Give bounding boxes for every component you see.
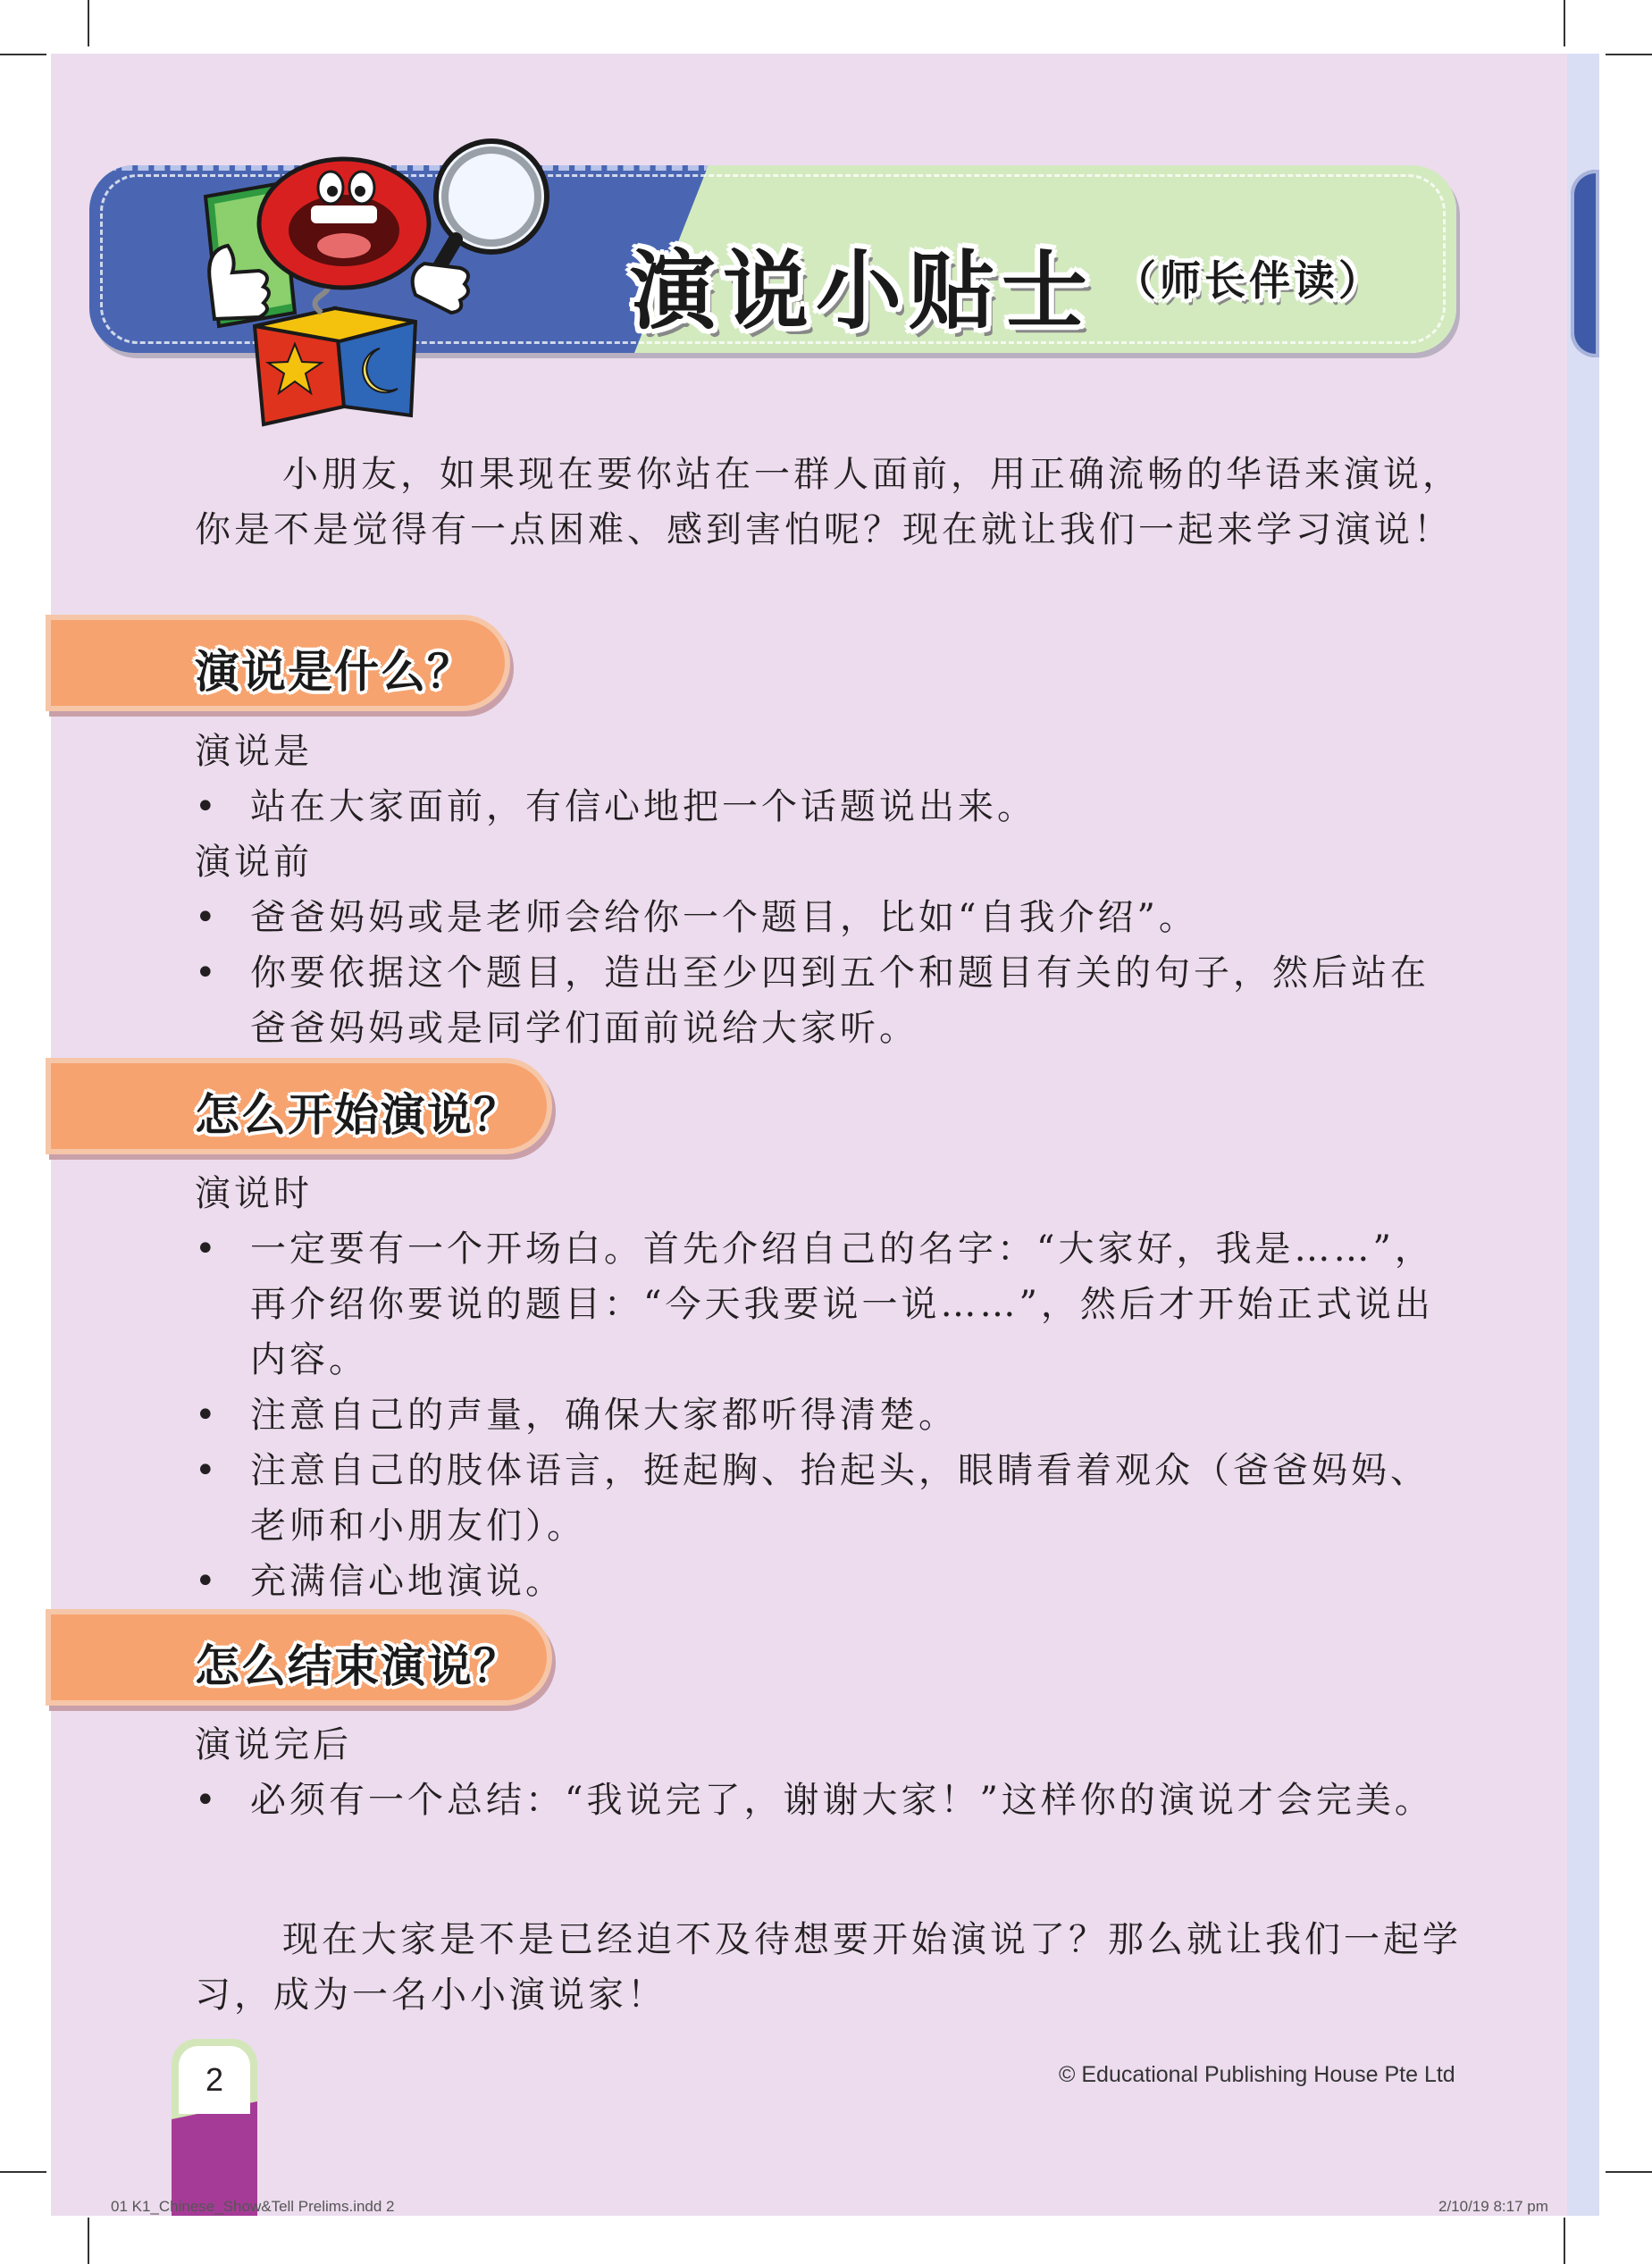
page-title: 演说小贴士 xyxy=(630,241,1094,341)
bullet-item xyxy=(195,1554,1446,1609)
intro-paragraph xyxy=(195,447,1463,558)
next-page-tab xyxy=(1571,170,1599,357)
group-label: 演说是 xyxy=(195,731,313,772)
mascot-illustration xyxy=(197,134,616,429)
print-slug-date: 2/10/19 8:17 pm xyxy=(1438,2198,1548,2215)
section-heading: 演说是什么？ xyxy=(195,646,474,698)
crop-mark xyxy=(1564,0,1565,46)
bullet-item xyxy=(195,945,1446,1056)
mascot-mouth-icon xyxy=(259,159,429,288)
bullet-dot: • xyxy=(195,786,220,827)
page-edge-strip xyxy=(1567,54,1599,2216)
bullet-item xyxy=(195,1443,1446,1554)
bullet-dot: • xyxy=(195,1395,220,1436)
bullet-text: 一定要有一个开场白。首先介绍自己的名字：“大家好，我是……”，再介绍你要说的题目：“今天我要说一说……”，然后才开始正式说出内容。 xyxy=(250,1228,1434,1380)
bullet-item xyxy=(195,779,1446,834)
copyright-notice: © Educational Publishing House Pte Ltd xyxy=(1059,2062,1455,2087)
bullet-text: 必须有一个总结：“我说完了，谢谢大家！”这样你的演说才会完美。 xyxy=(250,1780,1434,1821)
magnifying-glass-icon xyxy=(413,141,547,313)
page-subtitle: （师长伴读） xyxy=(1115,256,1383,305)
crop-mark xyxy=(88,2218,89,2264)
bullet-item xyxy=(195,890,1446,945)
bullet-dot: • xyxy=(195,1780,220,1821)
crop-mark xyxy=(1606,54,1652,55)
bullet-dot: • xyxy=(195,952,220,994)
bullet-item xyxy=(195,1773,1446,1828)
crop-mark xyxy=(1564,2218,1565,2264)
closing-paragraph xyxy=(195,1912,1463,2023)
closing-text: 现在大家是不是已经迫不及待想要开始演说了？那么就让我们一起学习，成为一名小小演说家！ xyxy=(195,1919,1462,2016)
bullet-text: 站在大家面前，有信心地把一个话题说出来。 xyxy=(250,786,1036,827)
bullet-dot: • xyxy=(195,1228,220,1270)
bullet-item xyxy=(195,1388,1446,1443)
group-label: 演说时 xyxy=(195,1173,313,1214)
bullet-item xyxy=(195,1221,1446,1388)
bullet-text: 注意自己的声量，确保大家都听得清楚。 xyxy=(250,1395,958,1436)
section-heading: 怎么开始演说？ xyxy=(195,1089,520,1141)
group-label: 演说前 xyxy=(195,842,313,883)
bullet-dot: • xyxy=(195,897,220,938)
crop-mark xyxy=(0,54,46,55)
print-slug-file: 01 K1_Chinese_Show&Tell Prelims.indd 2 xyxy=(111,2198,395,2215)
bullet-dot: • xyxy=(195,1561,220,1602)
crop-mark xyxy=(88,0,89,46)
bullet-dot: • xyxy=(195,1450,220,1491)
bullet-text: 注意自己的肢体语言，挺起胸、抬起头，眼睛看着观众（爸爸妈妈、老师和小朋友们）。 xyxy=(250,1450,1430,1547)
bullet-text: 爸爸妈妈或是老师会给你一个题目，比如“自我介绍”。 xyxy=(250,897,1198,938)
crop-mark xyxy=(1606,2171,1652,2173)
crop-mark xyxy=(0,2171,46,2173)
section-heading: 怎么结束演说？ xyxy=(195,1640,520,1692)
bullet-text: 充满信心地演说。 xyxy=(250,1561,565,1602)
page-number: 2 xyxy=(179,2046,250,2114)
intro-text: 小朋友，如果现在要你站在一群人面前，用正确流畅的华语来演说，你是不是觉得有一点困难、感到害怕呢？现在就让我们一起来学习演说！ xyxy=(195,454,1462,550)
group-label: 演说完后 xyxy=(195,1724,352,1765)
bullet-text: 你要依据这个题目，造出至少四到五个和题目有关的句子，然后站在爸爸妈妈或是同学们面前说给大家听。 xyxy=(250,952,1430,1049)
